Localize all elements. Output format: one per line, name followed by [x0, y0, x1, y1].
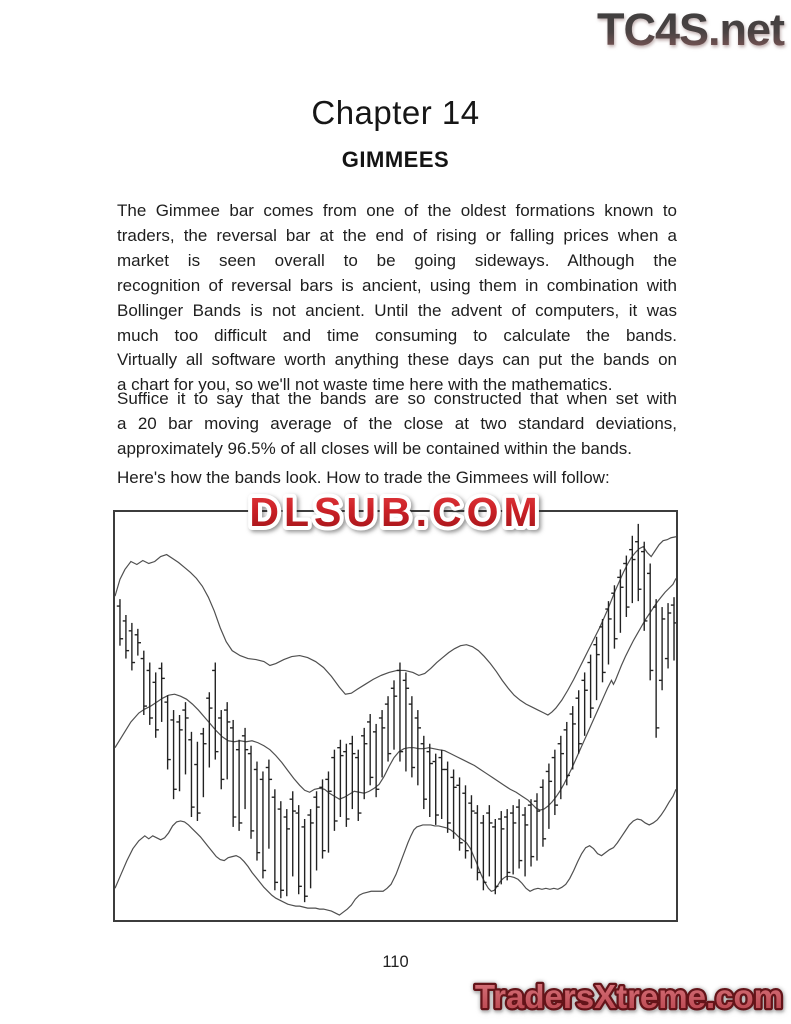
upper-band-line: [115, 537, 676, 715]
chapter-title: Chapter 14: [311, 94, 480, 131]
text-line: a 20 bar moving average of the close at two standard deviations,: [117, 413, 677, 433]
tc4s-logo: [588, 2, 788, 58]
paragraph-2: [117, 387, 677, 462]
tc4s-logo-svg: [588, 2, 788, 58]
dlsub-watermark-text: DLSUB.COM: [248, 489, 543, 535]
page-number: 110: [382, 953, 409, 971]
tradersxtreme-logo-svg: [469, 974, 789, 1022]
tradersxtreme-logo: [469, 974, 789, 1022]
tradersxtreme-logo-text: TradersXtreme.com: [474, 978, 783, 1015]
paragraph-1: [117, 199, 677, 398]
text-line: Virtually all software worth anything these days can put the bands on: [117, 350, 677, 370]
bollinger-chart-canvas: [115, 512, 676, 920]
section-title: GIMMEES: [341, 147, 450, 172]
text-line: traders, the reversal bar at the end of rising or falling prices when a: [117, 225, 677, 245]
lead-in-text: Here's how the bands look. How to trade the Gimmees will follow:: [117, 468, 610, 487]
text-line: much too difficult and time consuming to calculate the bands.: [117, 325, 677, 345]
text-line: a chart for you, so we'll not waste time here with the mathematics.: [117, 375, 613, 395]
text-line: approximately 96.5% of all closes will be contained within the bands.: [117, 438, 633, 458]
text-line: market is seen overall to be going sideways. Although the: [117, 250, 677, 270]
text-line: Bollinger Bands is not ancient. Until the advent of computers, it was: [117, 300, 677, 320]
dlsub-watermark-svg: [226, 485, 566, 541]
text-line: Suffice it to say that the bands are so constructed that when set with: [117, 389, 677, 408]
text-line: The Gimmee bar comes from one of the oldest formations known to: [117, 201, 677, 220]
lower-band-line: [115, 789, 676, 915]
tc4s-logo-text: TC4S.net: [596, 4, 784, 55]
bollinger-chart-figure: [113, 510, 678, 922]
middle-band-line: [115, 578, 676, 810]
text-line: recognition of reversal bars is ancient, using them in combination with: [117, 275, 677, 295]
dlsub-watermark: [226, 485, 566, 541]
